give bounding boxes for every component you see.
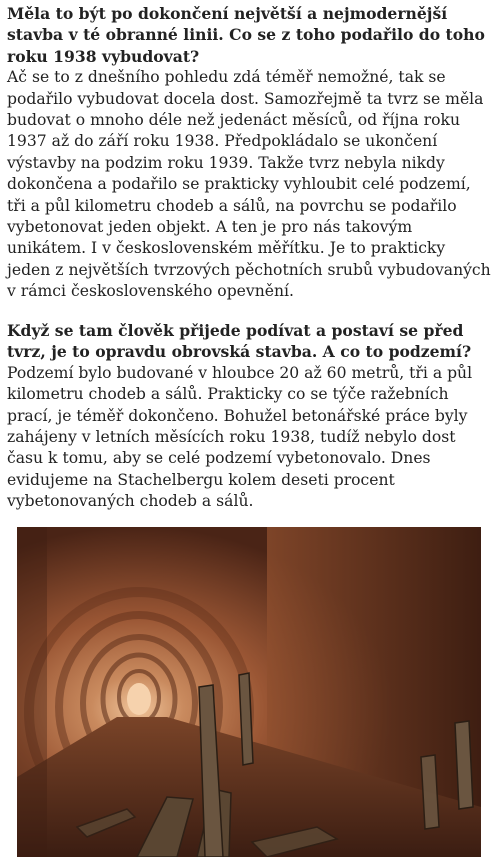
tunnel-photo: [17, 527, 481, 857]
interview-question: Měla to být po dokončení největší a nejmodernější stavba v té obranné linii. Co se z toho podařilo do toho roku 1938 vybudovat?: [7, 4, 485, 66]
interview-question: Když se tam člověk přijede podívat a postaví se před tvrz, je to opravdu obrovská stavba. A co to podzemí?: [7, 321, 472, 362]
interview-answer: Podzemí bylo budované v hloubce 20 až 60 metrů, tři a půl kilometru chodeb a sálů. Prakticky co se týče ražebních prací, je téměř dokončeno. Bohužel betonářské práce byly zahájeny v letních měsících roku 1938, tudíž nebylo dost času k tomu, aby se celé podzemí vybetonovalo. Dnes evidujeme na Stachelbergu kolem deseti procent vybetonovaných chodeb a sálů.: [7, 363, 473, 511]
left-shade: [17, 527, 47, 857]
interview-block-1: [7, 3, 491, 303]
tunnel-far-opening: [127, 683, 151, 715]
tunnel-photo-illustration: [17, 527, 481, 857]
interview-block-2: [7, 320, 491, 513]
interview-answer: Ač se to z dnešního pohledu zdá téměř nemožné, tak se podařilo vybudovat docela dost. Samozřejmě ta tvrz se měla budovat o mnoho déle než jedenáct měsíců, od října roku 1937 až do září roku 1938. Předpokládalo se ukončení výstavby na podzim roku 1939. Takže tvrz nebyla nikdy dokončena a podařilo se prakticky vyhloubit celé podzemí, tři a půl kilometru chodeb a sálů, na povrchu se podařilo vybetonovat jeden objekt. A ten je pro nás takovým unikátem. I v československém měřítku. Je to prakticky jeden z největších tvrzových pěchotních srubů vybudovaných v rámci československého opevnění.: [7, 68, 491, 301]
